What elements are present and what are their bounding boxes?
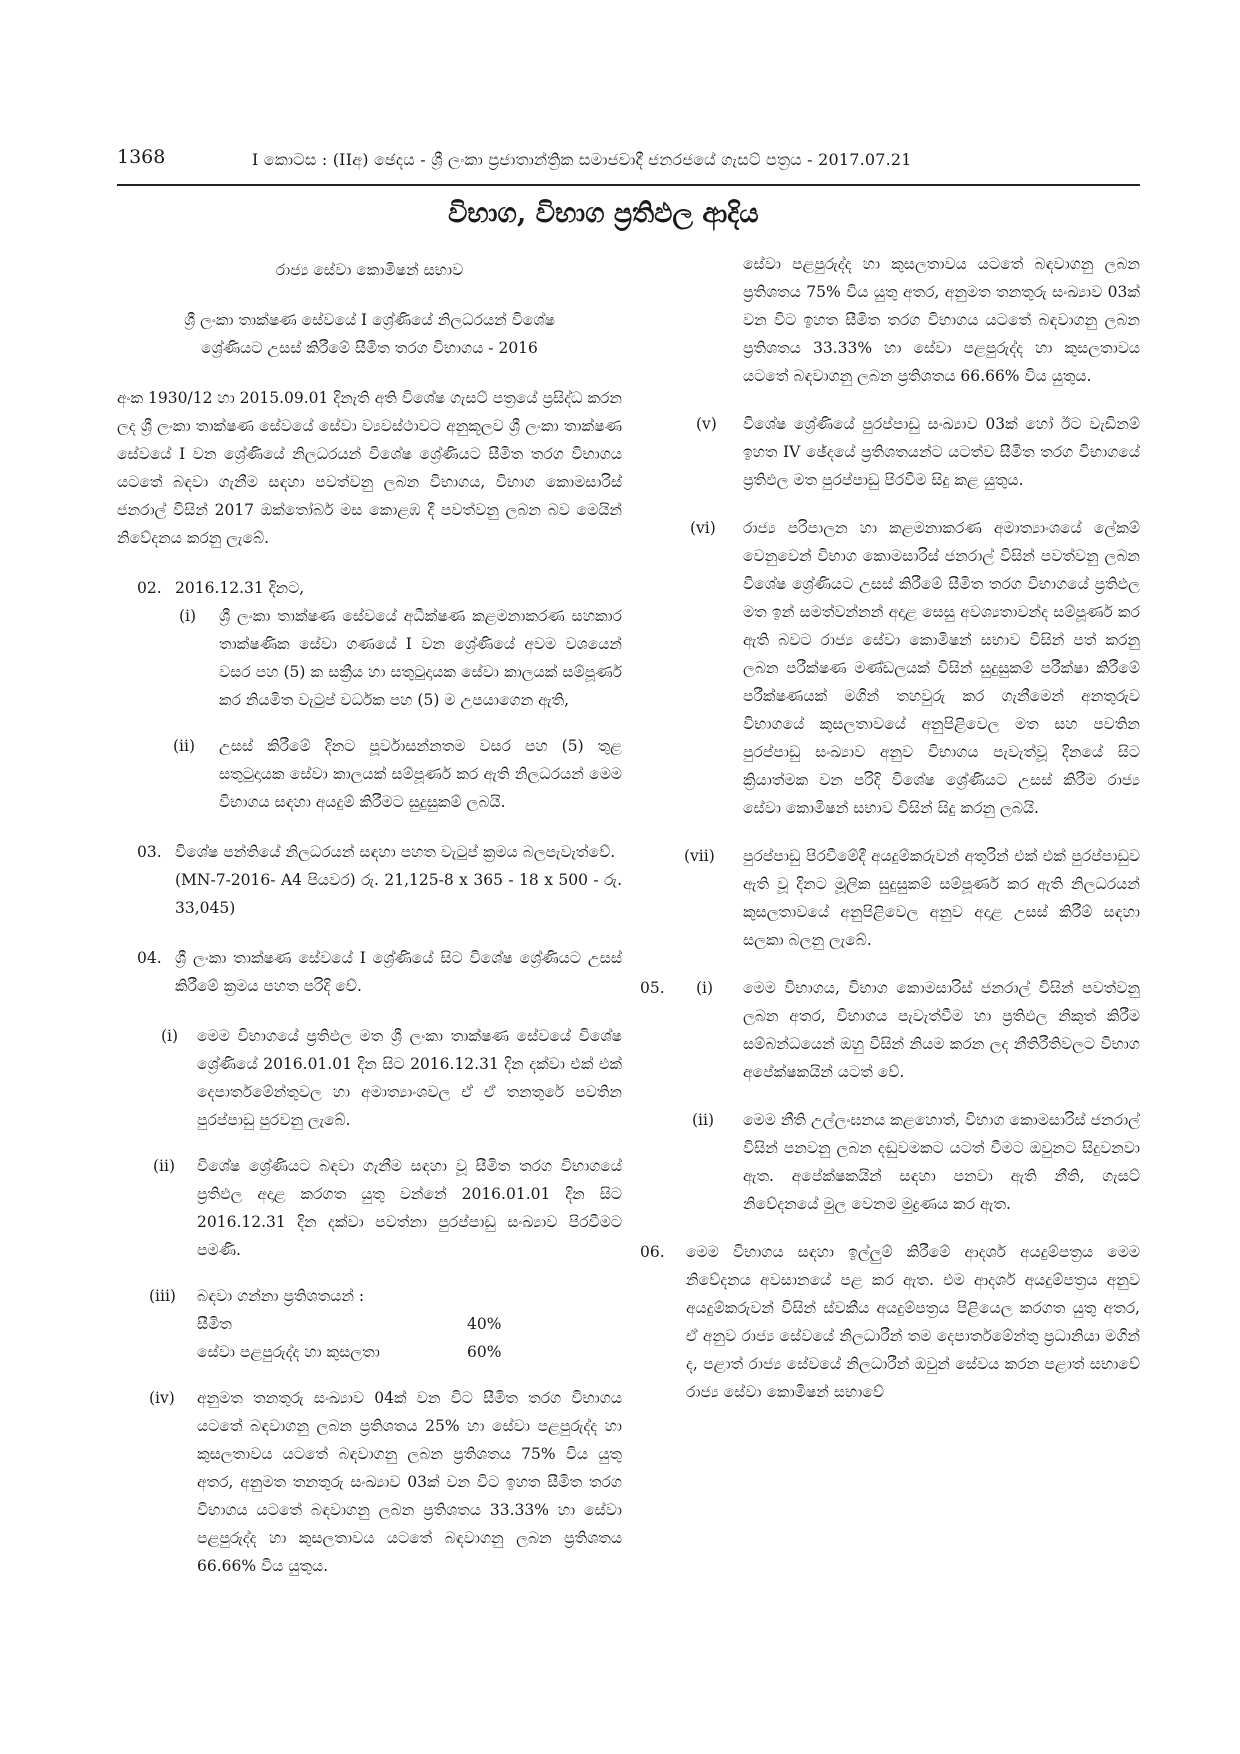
percentage-row-limited xyxy=(197,1310,622,1338)
section-04-iv-text: අනුමත තනතුරු සංඛ්‍යාව 04ක් වන විට සීමිත තරග විභාගය යටතේ බඳවාගනු ලබන ප්‍රතිශතය 25% හා සේවා පළපුරුද්ද හා කුසලතාවය යටතේ බඳවාගනු ලබන ප්‍රතිශතය 75% විය යුතු අතර, අනුමත තනතුරු සංඛ්‍යාව 03ක් වන විට ඉහත සීමිත තරග විභාගය යටතේ බඳවාගනු ලබන ප්‍රතිශතය 33.33% හා සේවා පළපුරුද්ද හා කුසලතාවය යටතේ බඳවාගනු ලබන ප්‍රතිශතය 66.66% විය යුතුය. xyxy=(197,1389,622,1575)
percentage-label: සීමිත xyxy=(197,1315,232,1333)
section-03-number: 03. xyxy=(137,843,162,861)
section-04-text: ශ්‍රී ලංකා තාක්ෂණ සේවයේ I ශ්‍රේණියේ සිට විශේෂ ශ්‍රේණියට උසස් කිරීමේ ක්‍රමය පහත පරිදි වේ. xyxy=(175,949,622,995)
section-04-iv-number: (iv) xyxy=(149,1389,175,1407)
section-05-ii-text: මෙම නීති උල්ලංඝනය කළහොත්, විභාග කොමසාරිස් ජනරාල් විසින් පනවනු ලබන දඬුවමකට යටත් වීමට ඔවුනට සිදුවනවා ඇත. අපේක්ෂකයින් සඳහා පනවා ඇති නීති, ගැසට් නිවේදනයේ මුල වෙනම මුද්‍රණය කර ඇත. xyxy=(743,1111,1140,1213)
percentage-value: 40% xyxy=(467,1315,502,1333)
section-02-i-text: ශ්‍රී ලංකා තාක්ෂණ සේවයේ අධීක්ෂණ කළමනාකරණ සහකාර තාක්ෂණික සේවා ගණයේ I වන ශ්‍රේණියේ අවම වශයෙන් වසර පහ (5) ක සක්‍රීය හා සතුටුදායක සේවා කාලයක් සම්පූර්ණ කර නියමිත වැටුප් වර්ධක පහ (5) ම උපයාගෙන ඇති, xyxy=(219,607,622,709)
section-04-vi xyxy=(640,514,1140,822)
section-04 xyxy=(117,944,622,1000)
page-number: 1368 xyxy=(117,146,166,168)
section-06-number: 06. xyxy=(640,1243,665,1261)
section-04-ii-text: විශේෂ ශ්‍රේණියට බඳවා ගැනීම සඳහා වූ සීමිත තරග විභාගයේ ප්‍රතිඵල අදාළ කරගත යුතු වන්නේ 2016.01.01 දින සිට 2016.12.31 දින දක්වා පවත්නා පුරප්පාඩු සංඛ්‍යාව පිරවීමට පමණි. xyxy=(197,1157,622,1259)
section-02-i xyxy=(117,602,622,714)
header-rule xyxy=(117,184,1140,186)
section-06 xyxy=(640,1238,1140,1406)
section-02-text: 2016.12.31 දිනට, xyxy=(175,579,305,597)
section-05-number: 05. xyxy=(640,979,665,997)
percentage-row-experience xyxy=(197,1338,622,1366)
running-header: I කොටස : (IIඅ) ඡෙදය - ශ්‍රී ලංකා ප්‍රජාතාන්ත්‍රික සමාජවාදී ජනරජයේ ගැසට් පත්‍රය - 2017.07.21 xyxy=(252,150,912,169)
section-04-vii-text: පුරප්පාඩු පිරවීමේදී අයදුම්කරුවන් අතුරින් එක් එක් පුරප්පාඩුව ඇති වූ දිනට මූලික සුදුසුකම් සම්පූර්ණ කර ඇති නිලධරයන් කුසලතාවයේ අනුපිළිවෙල අනුව අදාළ උසස් කිරීම් සඳහා සලකා බලනු ලැබේ. xyxy=(743,847,1140,949)
section-04-iv-continued: සේවා පළපුරුද්ද හා කුසලතාවය යටතේ බඳවාගනු ලබන ප්‍රතිශතය 75% විය යුතු අතර, අනුමත තනතුරු සංඛ්‍යාව 03ක් වන විට ඉහත සීමිත තරග විභාගය යටතේ බඳවාගනු ලබන ප්‍රතිශතය 33.33% හා සේවා පළපුරුද්ද හා කුසලතාවය යටතේ බඳවාගනු ලබන ප්‍රතිශතය 66.66% විය යුතුය. xyxy=(743,255,1140,385)
section-03 xyxy=(117,838,622,922)
section-04-iii-number: (iii) xyxy=(149,1287,176,1305)
percentage-value: 60% xyxy=(467,1343,502,1361)
section-04-vii-number: (vii) xyxy=(684,847,715,865)
section-03-text: විශේෂ පන්තියේ නිලධරයන් සඳහා පහත වැටුප් ක්‍රමය බලපැවැත්වේ. xyxy=(175,843,616,861)
notice-authority: රාජ්‍ය සේවා කොමිෂන් සභාව xyxy=(275,261,464,279)
section-04-v xyxy=(640,410,1140,494)
section-04-v-text: විශේෂ ශ්‍රේණියේ පුරප්පාඩු සංඛ්‍යාව 03ක් හෝ ඊට වැඩිනම් ඉහත IV ඡේදයේ ප්‍රතිශතයන්ට යටත්ව සීමිත තරග විභාගයේ ප්‍රතිඵල මත පුරප්පාඩු පිරවීම සිදු කළ යුතුය. xyxy=(743,415,1140,489)
section-02-ii xyxy=(117,732,622,816)
section-04-vii xyxy=(640,842,1140,954)
section-02-ii-text: උසස් කිරීමේ දිනට පූර්වාසන්නතම වසර පහ (5) තුළ සතුටුදායක සේවා කාලයක් සම්පූර්ණ කර ඇති නිලධරයන් මෙම විභාගය සඳහා අයදුම් කිරීමට සුදුසුකම් ලබයි. xyxy=(219,737,622,811)
right-column xyxy=(640,250,1140,1406)
section-05-ii xyxy=(640,1106,1140,1218)
section-05-i-number: (i) xyxy=(696,979,714,997)
notice-title-line1: ශ්‍රී ලංකා තාක්ෂණ සේවයේ I ශ්‍රේණියේ නිලධරයන් විශේෂ xyxy=(184,311,555,329)
section-04-vi-number: (vi) xyxy=(690,519,716,537)
section-06-text: මෙම විභාගය සඳහා ඉල්ලුම් කිරීමේ ආදර්ශ අයදුම්පත්‍රය මෙම නිවේදනය අවසානයේ පළ කර ඇත. එම ආදර්ශ අයදුම්පත්‍රය අනුව අයදුම්කරුවන් විසින් ස්වකීය අයදුම්පත්‍රය පිළියෙල කරගත යුතු අතර, ඒ අනුව රාජ්‍ය සේවයේ නිලධාරීන් තම දෙපාර්තමේන්තු ප්‍රධානියා මගින් ද, පළාත් රාජ්‍ය සේවයේ නිලධාරීන් ඔවුන් සේවය කරන පළාත් සභාවේ රාජ්‍ය සේවා කොමිෂන් සභාවේ xyxy=(686,1243,1140,1401)
section-04-number: 04. xyxy=(137,949,162,967)
section-02-ii-number: (ii) xyxy=(173,737,196,755)
section-04-iv xyxy=(117,1384,622,1575)
section-04-ii xyxy=(117,1152,622,1264)
notice-title-line2: ශ්‍රේණියට උසස් කිරීමේ සීමිත තරග විභාගය - 2016 xyxy=(201,339,538,357)
section-02-number: 02. xyxy=(137,579,162,597)
section-04-v-number: (v) xyxy=(696,415,717,433)
section-04-iii-text: බඳවා ගන්නා ප්‍රතිශතයන් : xyxy=(197,1287,365,1305)
section-04-ii-number: (ii) xyxy=(153,1157,176,1175)
section-04-i-text: මෙම විභාගයේ ප්‍රතිඵල මත ශ්‍රී ලංකා තාක්ෂණ සේවයේ විශේෂ ශ්‍රේණියේ 2016.01.01 දින සිට 2016.12.31 දින දක්වා එක් එක් දෙපාර්තමේන්තුවල හා අමාත්‍යාංශවල ඒ ඒ තනතුරේ පවතින පුරප්පාඩු පුරවනු ලැබේ. xyxy=(197,1027,622,1129)
section-02-i-number: (i) xyxy=(179,607,197,625)
section-05-i xyxy=(640,974,1140,1086)
percentage-label: සේවා පළපුරුද්ද හා කුසලතා xyxy=(197,1343,380,1361)
section-04-vi-text: රාජ්‍ය පරිපාලන හා කළමනාකරණ අමාත්‍යාංශයේ ලේකම් වෙනුවෙන් විභාග කොමසාරිස් ජනරාල් විසින් පවත්වනු ලබන විශේෂ ශ්‍රේණියට උසස් කිරීමේ සීමිත තරග විභාගයේ ප්‍රතිඵල මත ඉන් සමත්වන්නන් අදාළ සෙසු අවශ්‍යතාවන්ද සම්පූර්ණ කර ඇති බවට රාජ්‍ය සේවා කොමිෂන් සභාව විසින් පත් කරනු ලබන පරීක්ෂණ මණ්ඩලයක් විසින් සුදුසුකම් පරීක්ෂා කිරීමේ පරීක්ෂණයක් මගින් තහවුරු කර ගැනීමෙන් අනතුරුව විභාගයේ කුසලතාවයේ අනුපිළිවෙල මත සහ පවතින පුරප්පාඩු සංඛ්‍යාව අනුව විභාගය පැවැත්වූ දිනයේ සිට ක්‍රියාත්මක වන පරිදි විශේෂ ශ්‍රේණියට උසස් කිරීම රාජ්‍ය සේවා කොමිෂන් සභාව විසින් සිදු කරනු ලබයි. xyxy=(743,519,1140,817)
section-05-i-text: මෙම විභාගය, විභාග කොමසාරිස් ජනරාල් විසින් පවත්වනු ලබන අතර, විභාගය පැවැත්වීම හා ප්‍රතිඵල නිකුත් කිරීම සම්බන්ධයෙන් ඔහු විසින් නියම කරන ලද නීතිරීතිවලට විභාග අපේක්ෂකයින් යටත් වේ. xyxy=(743,979,1140,1081)
section-title: විභාග, විභාග ප්‍රතිඵල ආදිය xyxy=(448,198,759,229)
section-03-salary: (MN-7-2016- A4 පියවර) රු. 21,125-8 x 365 - 18 x 500 - රු. 33,045) xyxy=(175,871,622,917)
notice-intro: අංක 1930/12 හා 2015.09.01 දිනැති අති විශේෂ ගැසට් පත්‍රයේ ප්‍රසිද්ධ කරන ලද ශ්‍රී ලංකා තාක්ෂණ සේවයේ සේවා ව්‍යවස්ථාවට අනුකූලව ශ්‍රී ලංකා තාක්ෂණ සේවයේ I වන ශ්‍රේණියේ නිලධරයන් විශේෂ ශ්‍රේණියට සීමිත තරග විභාගය යටතේ බඳවා ගැනීම සඳහා පවත්වනු ලබන විභාගය, විභාග කොමසාරිස් ජනරාල් විසින් 2017 ඔක්තෝබර් මස කොළඹ දී පවත්වනු ලබන බව මෙයින් නිවේදනය කරනු ලැබේ. xyxy=(117,389,622,547)
section-04-iii xyxy=(117,1282,622,1366)
section-04-i xyxy=(117,1022,622,1134)
section-05-ii-number: (ii) xyxy=(692,1111,715,1129)
left-column xyxy=(117,250,622,1575)
section-04-i-number: (i) xyxy=(161,1027,179,1045)
section-02 xyxy=(117,574,622,602)
